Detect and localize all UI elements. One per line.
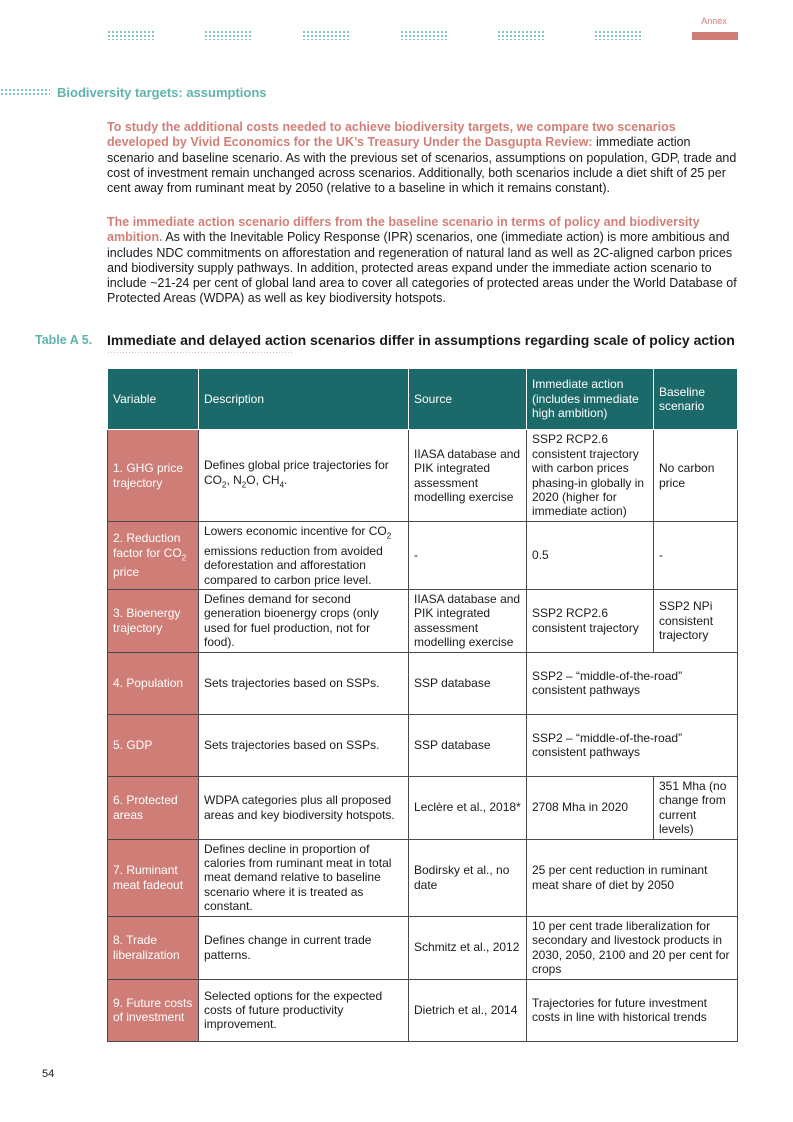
immediate-cell: SSP2 RCP2.6 consistent trajectory (527, 590, 654, 653)
decorative-dots (204, 30, 252, 40)
column-header: Variable (108, 369, 199, 430)
variable-cell: 6. Protected areas (108, 776, 199, 839)
baseline-cell: 351 Mha (no change from current levels) (654, 776, 738, 839)
table-header-row (108, 369, 738, 430)
assumptions-table (107, 368, 738, 1042)
table-label: Table A 5. (35, 333, 93, 347)
variable-cell: 7. Ruminant meat fadeout (108, 839, 199, 916)
description-cell: Lowers economic incentive for $CO_2$ emissions reduction from avoided deforestation and afforestation compared to carbon price level. (199, 522, 409, 590)
source-cell: Dietrich et al., 2014 (409, 979, 527, 1041)
table-row (108, 916, 738, 979)
table-row (108, 839, 738, 916)
annex-label: Annex (701, 16, 727, 26)
variable-cell: 8. Trade liberalization (108, 916, 199, 979)
title-underline (107, 352, 293, 353)
section-dots (0, 88, 50, 97)
variable-cell: 5. GDP (108, 714, 199, 776)
paragraph-body: As with the Inevitable Policy Response (IPR) scenarios, one (immediate action) is more ambitious and includes NDC commitments on afforestation and regeneration of natural land as well as 2C-aligned carbon prices and biodiversity supply pathways. In addition, protected areas expand under the immediate action scenario to include ~21-24 per cent of global land area to cover all categories of protected areas under the World Database of Protected Areas (WDPA) as well as key biodiversity hotspots. (107, 230, 737, 306)
table-row (108, 714, 738, 776)
decorative-dots (107, 30, 155, 40)
source-cell: Schmitz et al., 2012 (409, 916, 527, 979)
source-cell: IIASA database and PIK integrated assessment modelling exercise (409, 430, 527, 522)
section-heading: Biodiversity targets: assumptions (57, 85, 267, 100)
column-header: Source (409, 369, 527, 430)
scenario-cell: Trajectories for future investment costs in line with historical trends (527, 979, 738, 1041)
paragraph-body: immediate action scenario and baseline scenario. As with the previous set of scenarios, assumptions on population, GDP, trade and cost of investment remain unchanged across scenarios. Additionally, both scenarios include a diet shift of 25 per cent away from ruminant meat by 2050 (relative to a baseline in which it remains constant). (107, 135, 737, 196)
variable-cell: 2. Reduction factor for $CO_2$ price (108, 522, 199, 590)
column-header: Immediate action (includes immediate high ambition) (527, 369, 654, 430)
source-cell: SSP database (409, 652, 527, 714)
variable-cell: 4. Population (108, 652, 199, 714)
description-cell: Defines global price trajectories for $CO_2$, $N_2O$, $CH_4$. (199, 430, 409, 522)
baseline-cell: SSP2 NPi consistent trajectory (654, 590, 738, 653)
table-row (108, 652, 738, 714)
scenario-paragraph (107, 215, 737, 307)
scenario-cell: 25 per cent reduction in ruminant meat share of diet by 2050 (527, 839, 738, 916)
immediate-cell: 0.5 (527, 522, 654, 590)
source-cell: SSP database (409, 714, 527, 776)
table-row (108, 979, 738, 1041)
description-cell: Defines demand for second generation bioenergy crops (only used for fuel production, not for food). (199, 590, 409, 653)
column-header: Baseline scenario (654, 369, 738, 430)
description-cell: Sets trajectories based on SSPs. (199, 714, 409, 776)
decorative-dots (497, 30, 545, 40)
table-row (108, 522, 738, 590)
source-cell: Leclère et al., 2018* (409, 776, 527, 839)
description-cell: Sets trajectories based on SSPs. (199, 652, 409, 714)
decorative-dots (400, 30, 448, 40)
paragraph-lead: To study the additional costs needed to achieve biodiversity targets, we compare two scenarios developed by Vivid Economics for the UK’s Treasury Under the Dasgupta Review: (107, 120, 676, 150)
source-cell: IIASA database and PIK integrated assessment modelling exercise (409, 590, 527, 653)
variable-cell: 9. Future costs of investment (108, 979, 199, 1041)
scenario-cell: SSP2 – “middle-of-the-road” consistent pathways (527, 652, 738, 714)
decorative-dots (302, 30, 350, 40)
source-cell: - (409, 522, 527, 590)
table-row (108, 590, 738, 653)
source-cell: Bodirsky et al., no date (409, 839, 527, 916)
baseline-cell: No carbon price (654, 430, 738, 522)
table-title: Immediate and delayed action scenarios differ in assumptions regarding scale of policy action (107, 332, 735, 348)
annex-bar (692, 32, 738, 40)
description-cell: Selected options for the expected costs of future productivity improvement. (199, 979, 409, 1041)
baseline-cell: - (654, 522, 738, 590)
table-row (108, 430, 738, 522)
description-cell: Defines decline in proportion of calories from ruminant meat in total meat demand relative to baseline scenario where it is treated as constant. (199, 839, 409, 916)
scenario-cell: SSP2 – “middle-of-the-road” consistent pathways (527, 714, 738, 776)
intro-paragraph (107, 120, 737, 196)
variable-cell: 3. Bioenergy trajectory (108, 590, 199, 653)
variable-cell: 1. GHG price trajectory (108, 430, 199, 522)
column-header: Description (199, 369, 409, 430)
immediate-cell: 2708 Mha in 2020 (527, 776, 654, 839)
decorative-dots (594, 30, 642, 40)
immediate-cell: SSP2 RCP2.6 consistent trajectory with carbon prices phasing-in globally in 2020 (higher for immediate action) (527, 430, 654, 522)
description-cell: Defines change in current trade patterns. (199, 916, 409, 979)
page-number: 54 (42, 1068, 55, 1080)
scenario-cell: 10 per cent trade liberalization for secondary and livestock products in 2030, 2050, 2100 and 20 per cent for crops (527, 916, 738, 979)
description-cell: WDPA categories plus all proposed areas and key biodiversity hotspots. (199, 776, 409, 839)
paragraph-lead: The immediate action scenario differs from the baseline scenario in terms of policy and biodiversity ambition. (107, 215, 700, 245)
table-row (108, 776, 738, 839)
